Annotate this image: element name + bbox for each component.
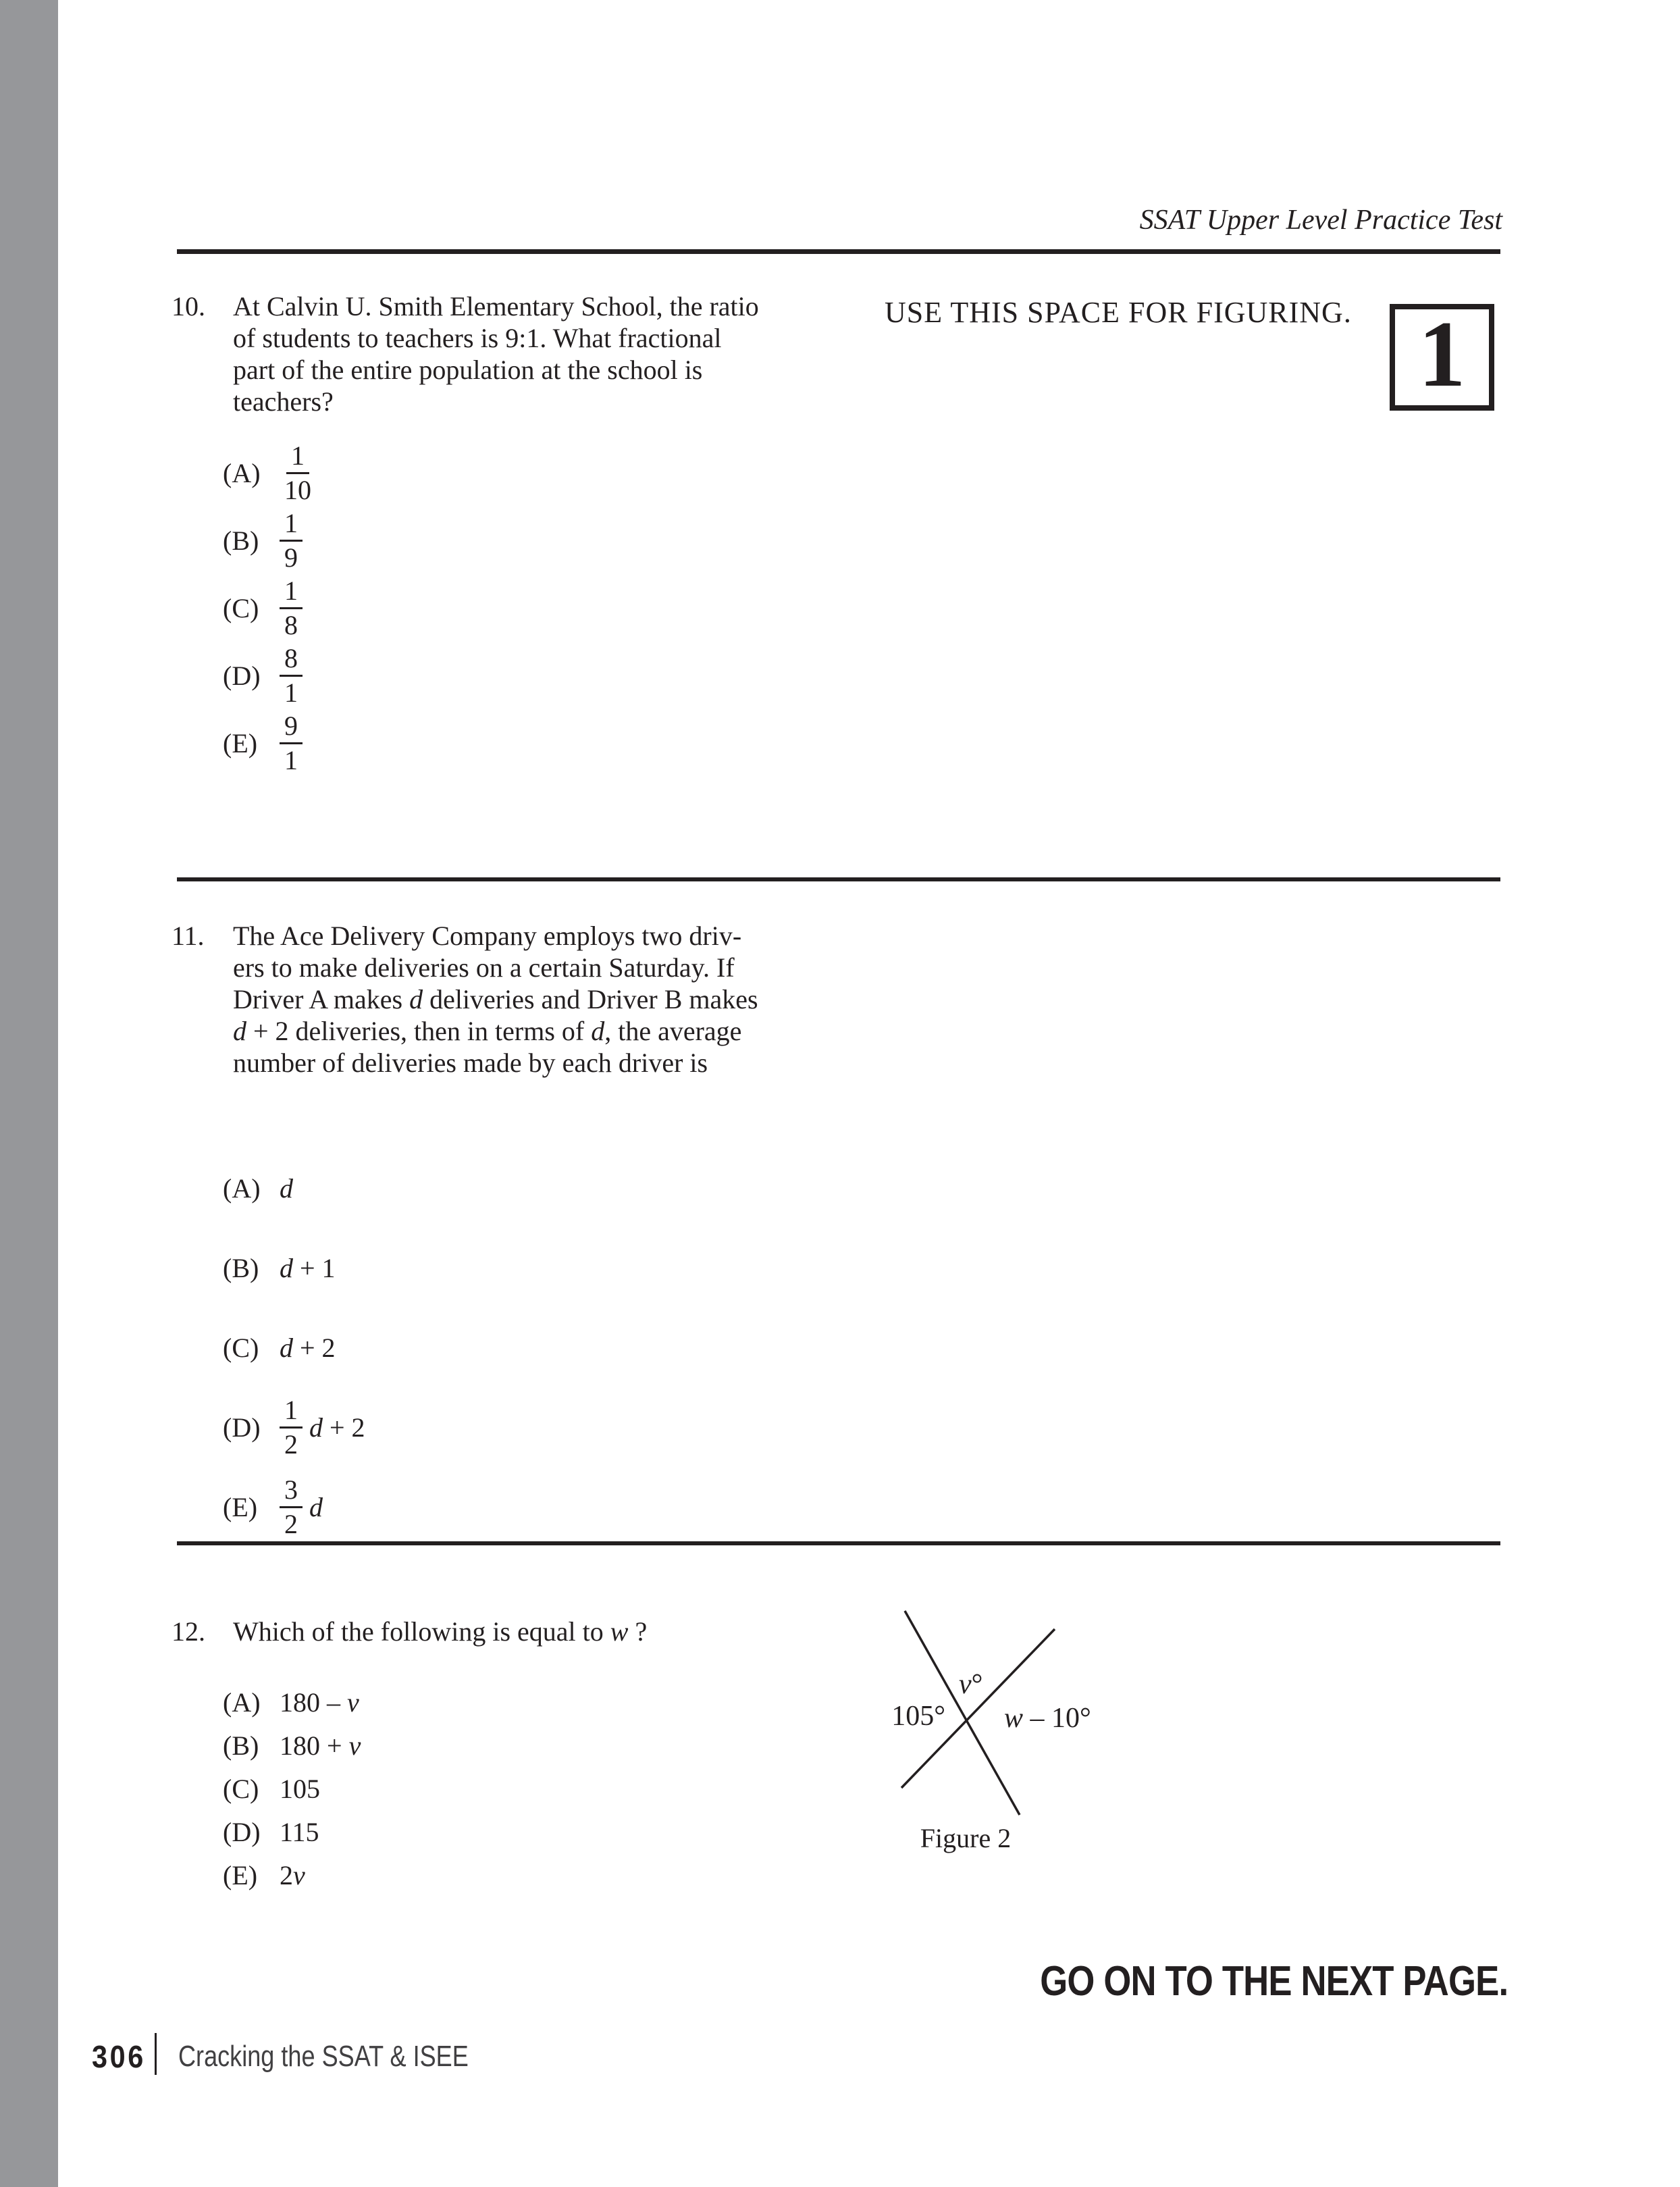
fraction-numerator: 9 [280, 711, 303, 744]
fraction-denominator: 8 [284, 609, 298, 640]
choice-letter: (B) [223, 1730, 259, 1761]
answer-choices [223, 1680, 361, 1897]
choice-letter: (D) [223, 660, 261, 691]
angle-label-v: v° [959, 1669, 983, 1700]
fraction-denominator: 2 [284, 1429, 298, 1460]
angle-label-w-minus-10: w – 10° [1004, 1703, 1091, 1734]
stem-line: of students to teachers is 9:1. What fractional [233, 323, 722, 353]
fraction [280, 1395, 303, 1458]
answer-choice [223, 1308, 365, 1387]
stem-line: Which of the following is equal to w ? [233, 1616, 648, 1647]
answer-choice [223, 1767, 361, 1810]
stem-line: teachers? [233, 386, 334, 417]
question-number: 12. [172, 1616, 205, 1647]
answer-choice [223, 1810, 361, 1853]
section-number: 1 [1418, 302, 1466, 407]
choice-letter: (A) [223, 1687, 261, 1718]
footer-divider [155, 2033, 157, 2075]
figure-2 [864, 1601, 1134, 1871]
choice-letter: (C) [223, 1773, 259, 1804]
angle-label-105: 105° [891, 1701, 945, 1732]
fraction [280, 1475, 303, 1538]
answer-choice [223, 1228, 365, 1308]
choice-value: d + 2 [280, 1332, 336, 1363]
choice-letter: (B) [223, 525, 259, 556]
question-stem [233, 920, 758, 1079]
choice-value: d + 1 [280, 1252, 336, 1283]
choice-letter: (A) [223, 1173, 261, 1204]
fraction-numerator: 1 [280, 509, 303, 541]
stem-line: At Calvin U. Smith Elementary School, the ratio [233, 291, 759, 321]
choice-letter: (E) [223, 1859, 258, 1890]
fraction [280, 644, 303, 706]
section-number-box [1390, 304, 1494, 411]
answer-choice [223, 1853, 361, 1897]
fraction-numerator: 1 [280, 1395, 303, 1428]
question-stem [233, 1616, 647, 1647]
section-divider-rule [177, 877, 1500, 881]
figuring-note: USE THIS SPACE FOR FIGURING. [885, 296, 1352, 329]
fraction-numerator: 1 [280, 576, 303, 609]
answer-choice [223, 709, 323, 777]
choice-value: 180 + v [280, 1730, 361, 1761]
question-stem [233, 290, 759, 417]
fraction-denominator: 9 [284, 542, 298, 573]
fraction [280, 509, 303, 571]
header-rule [177, 249, 1500, 254]
choice-value: d [280, 1173, 293, 1204]
running-header: SSAT Upper Level Practice Test [1139, 205, 1502, 236]
page-number: 306 [92, 2039, 146, 2074]
choice-letter: (D) [223, 1816, 261, 1847]
fraction [280, 711, 303, 774]
choice-value: d [309, 1491, 323, 1522]
fraction-numerator: 1 [286, 441, 309, 473]
choice-letter: (A) [223, 457, 261, 488]
choice-value: 2v [280, 1859, 305, 1890]
book-title: Cracking the SSAT & ISEE [178, 2040, 469, 2073]
fraction-denominator: 1 [284, 677, 298, 708]
choice-value: d + 2 [309, 1412, 365, 1443]
figure-caption: Figure 2 [920, 1823, 1012, 1853]
stem-line: d + 2 deliveries, then in terms of d, the average [233, 1016, 742, 1046]
stem-line: part of the entire population at the school is [233, 355, 703, 385]
answer-choice [223, 1467, 365, 1547]
choice-letter: (D) [223, 1412, 261, 1443]
fraction-denominator: 1 [284, 744, 298, 775]
choice-value: 115 [280, 1816, 319, 1847]
fraction-numerator: 8 [280, 644, 303, 676]
stem-line: number of deliveries made by each driver is [233, 1048, 708, 1078]
answer-choice [223, 1680, 361, 1724]
answer-choice [223, 439, 323, 507]
fraction-denominator: 10 [284, 474, 311, 505]
choice-letter: (C) [223, 1332, 259, 1363]
stem-line: Driver A makes d deliveries and Driver B makes [233, 984, 758, 1014]
answer-choice [223, 1724, 361, 1767]
choice-value: 105 [280, 1773, 320, 1804]
stem-line: ers to make deliveries on a certain Saturday. If [233, 952, 735, 983]
question-number: 11. [172, 921, 205, 951]
choice-value: 180 – v [280, 1687, 359, 1718]
stem-line: The Ace Delivery Company employs two driv- [233, 921, 742, 951]
answer-choice [223, 507, 323, 574]
choice-letter: (B) [223, 1252, 259, 1283]
question-number: 10. [172, 291, 205, 321]
answer-choice [223, 1148, 365, 1228]
choice-letter: (E) [223, 727, 258, 758]
answer-choice [223, 574, 323, 642]
left-gray-bar [0, 0, 58, 2187]
answer-choices [223, 1148, 365, 1547]
fraction [280, 441, 316, 504]
fraction-numerator: 3 [280, 1475, 303, 1508]
choice-letter: (E) [223, 1491, 258, 1522]
answer-choice [223, 1387, 365, 1467]
choice-letter: (C) [223, 592, 259, 623]
section-divider-rule [177, 1541, 1500, 1545]
answer-choices [223, 439, 323, 777]
page-footer [0, 2032, 1680, 2079]
fraction-denominator: 2 [284, 1508, 298, 1539]
answer-choice [223, 642, 323, 709]
fraction [280, 576, 303, 639]
go-on-instruction: GO ON TO THE NEXT PAGE. [1040, 1958, 1508, 2005]
